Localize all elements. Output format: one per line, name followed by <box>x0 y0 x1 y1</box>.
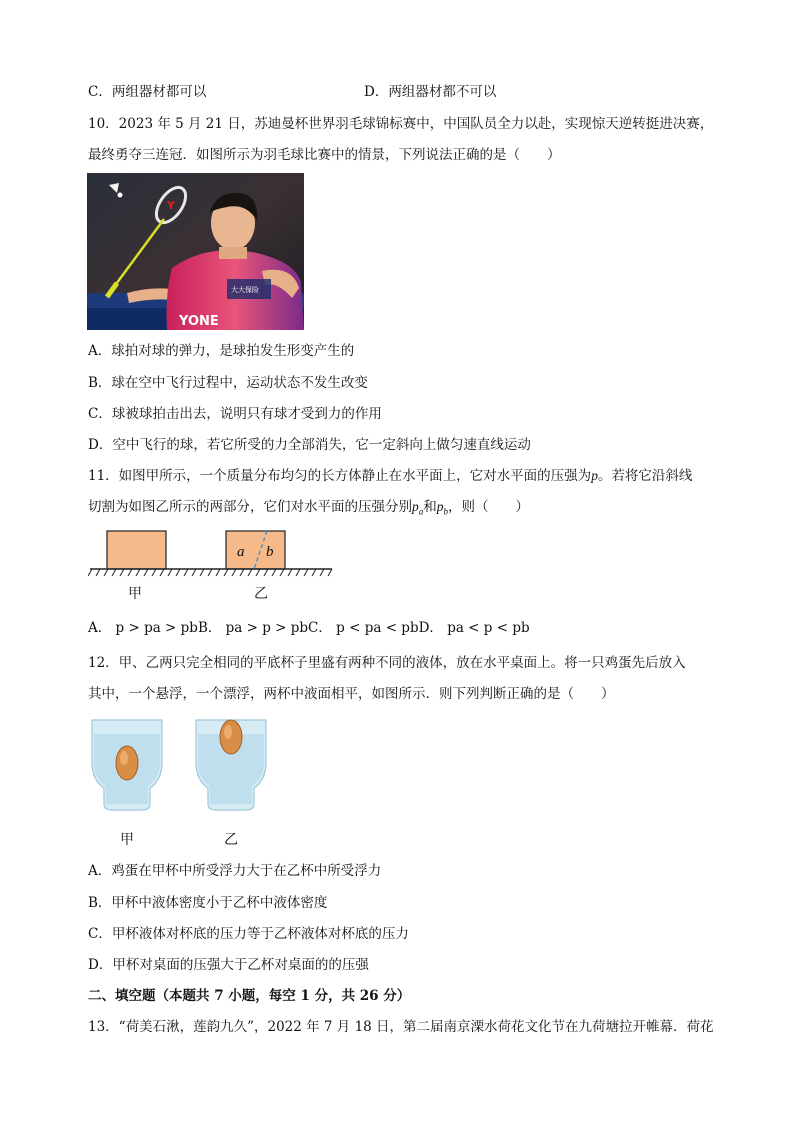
q12-stem-line1: 12．甲、乙两只完全相同的平底杯子里盛有两种不同的液体，放在水平桌面上。将一只鸡蛋先后放入 <box>88 655 686 671</box>
q9-option-d: D．两组器材都不可以 <box>364 84 497 100</box>
svg-text:Y: Y <box>167 199 175 212</box>
q12-option-c: C．甲杯液体对杯底的压力等于乙杯液体对杯底的压力 <box>88 926 409 942</box>
q12-option-b: B．甲杯中液体密度小于乙杯中液体密度 <box>88 895 328 911</box>
label-b: b <box>266 544 274 560</box>
q11-options: A． p > pa > pbB． pa > p > pbC． p < pa < pbD． pa < p < pb <box>88 620 530 636</box>
sponsor-banner-text: YONE <box>179 314 219 329</box>
q12-stem-line2: 其中，一个悬浮，一个漂浮，两杯中液面相平，如图所示．则下列判断正确的是（ ） <box>88 686 615 702</box>
q11-stem-line1-b: 。若将它沿斜线 <box>597 468 693 484</box>
q11-stem-line2 <box>88 497 529 522</box>
q10-option-b: B．球在空中飞行过程中，运动状态不发生改变 <box>88 375 368 391</box>
q12-option-a: A．鸡蛋在甲杯中所受浮力大于在乙杯中所受浮力 <box>88 863 382 879</box>
var-p: p <box>591 468 598 483</box>
q11-stem-line2-b: ，则（ ） <box>448 499 529 515</box>
ground-hatching <box>88 569 332 576</box>
q12-caption-yi: 乙 <box>224 832 238 848</box>
q9-option-c: C．两组器材都可以 <box>88 84 207 100</box>
badminton-photo <box>87 173 304 330</box>
block-diagram <box>88 528 338 580</box>
egg-icon <box>116 746 138 780</box>
q11-caption-yi: 乙 <box>254 586 268 602</box>
q10-stem-line1: 10．2023 年 5 月 21 日，苏迪曼杯世界羽毛球锦标赛中，中国队员全力以赴，实现惊天逆转挺进决赛， <box>88 116 714 132</box>
q10-option-d: D．空中飞行的球，若它所受的力全部消失，它一定斜向上做匀速直线运动 <box>88 437 531 453</box>
and-word: 和 <box>423 499 437 515</box>
egg-icon <box>220 720 242 754</box>
q11-stem-line1 <box>88 466 692 486</box>
q10-option-a: A．球拍对球的弹力，是球拍发生形变产生的 <box>88 343 355 359</box>
q11-caption-jia: 甲 <box>128 586 142 602</box>
section-title: 二、填空题（本题共 7 小题，每空 1 分，共 26 分） <box>88 988 411 1004</box>
var-pb: $p_b$ <box>436 499 448 517</box>
var-pa: $p_a$ <box>412 499 424 517</box>
svg-text:大大保险: 大大保险 <box>231 286 259 294</box>
cups-figure <box>88 716 273 814</box>
whole-block <box>107 531 166 569</box>
q11-stem-line1-a: 11．如图甲所示，一个质量分布均匀的长方体静止在水平面上，它对水平面的压强为 <box>88 468 592 484</box>
q10-option-c: C．球被球拍击出去，说明只有球才受到力的作用 <box>88 406 382 422</box>
label-a: a <box>237 544 245 560</box>
q12-caption-jia: 甲 <box>120 832 134 848</box>
q12-option-d: D．甲杯对桌面的压强大于乙杯对桌面的的压强 <box>88 957 369 973</box>
q11-stem-line2-a: 切割为如图乙所示的两部分，它们对水平面的压强分别 <box>88 499 412 515</box>
q10-stem-line2: 最终勇夺三连冠．如图所示为羽毛球比赛中的情景，下列说法正确的是（ ） <box>88 147 561 163</box>
cup-jia <box>92 720 162 810</box>
cut-block <box>226 531 285 569</box>
cup-yi <box>196 720 266 810</box>
q13-stem-line1: 13．“荷美石湫，莲韵九久”，2022 年 7 月 18 日，第二届南京溧水荷花文化节在九荷塘拉开帷幕．荷花 <box>88 1019 714 1035</box>
